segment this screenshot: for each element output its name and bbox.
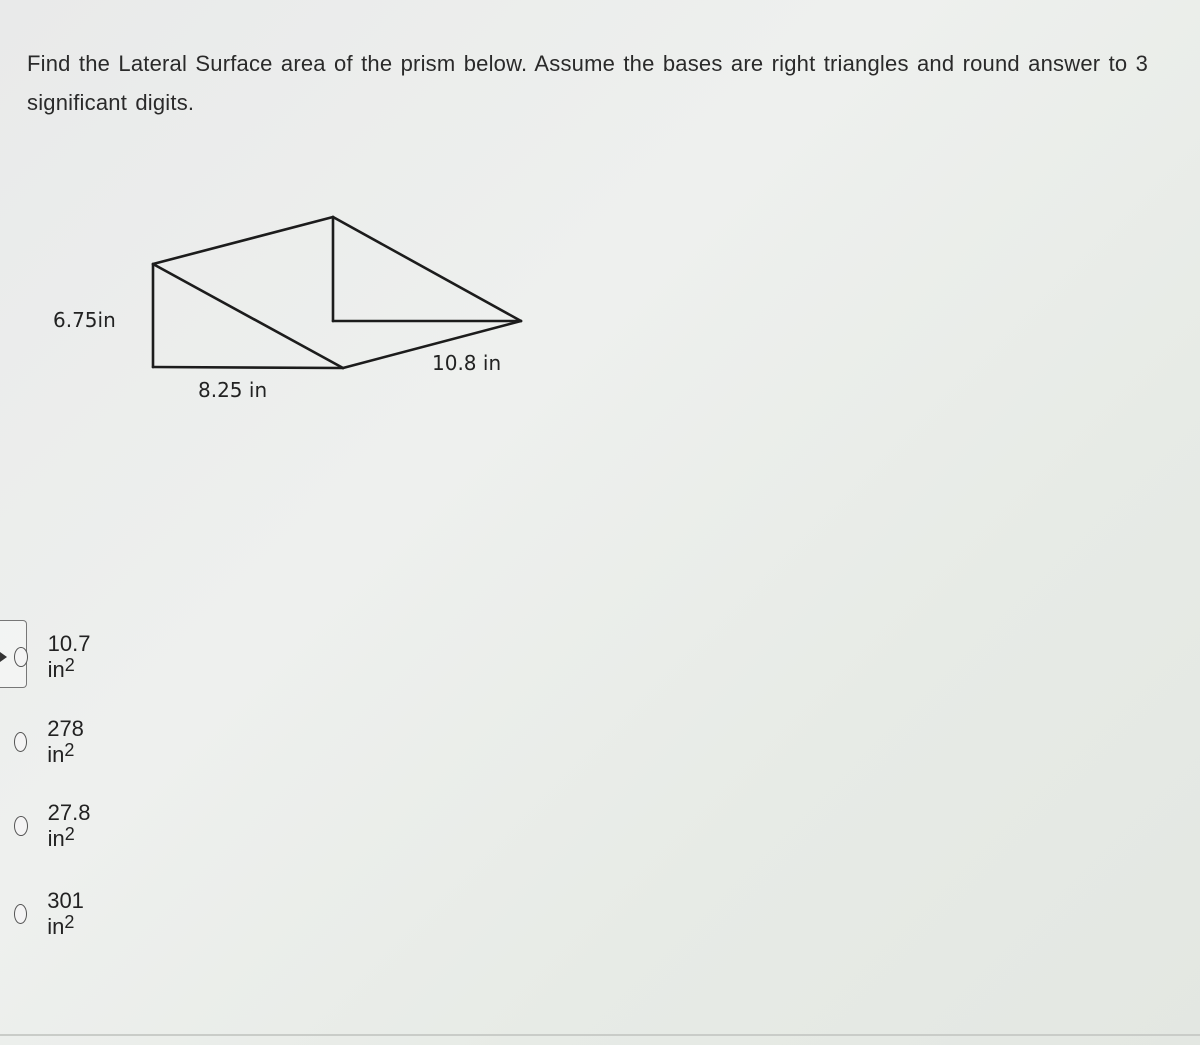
- choice-option-4[interactable]: [14, 888, 91, 939]
- height-label: 6.75in: [53, 308, 116, 332]
- question-text: Find the Lateral Surface area of the prism below. Assume the bases are right triangles and round answer to 3 significant digits.: [27, 51, 1149, 115]
- page-divider: [0, 1034, 1200, 1036]
- choice-label: 10.7 $in^2$: [47, 631, 91, 682]
- radio-button[interactable]: [14, 647, 28, 667]
- radio-button[interactable]: [14, 732, 27, 752]
- choice-label: 278 $in^2$: [47, 716, 84, 767]
- front-hypotenuse: [153, 264, 343, 368]
- pointer-arrow-icon: [0, 652, 7, 662]
- choice-label: 27.8 $in^2$: [47, 800, 91, 851]
- radio-button[interactable]: [14, 904, 27, 924]
- radio-button[interactable]: [14, 816, 28, 836]
- slant-label: 10.8 in: [432, 351, 502, 375]
- choice-option-2[interactable]: [14, 716, 91, 767]
- base-label: 8.25 in: [198, 378, 268, 402]
- front-edge-top: [153, 217, 333, 264]
- front-edge-bottom: [153, 367, 343, 368]
- choice-label: 301 $in^2$: [47, 888, 84, 939]
- choice-option-1[interactable]: [14, 631, 97, 682]
- back-hypotenuse: [333, 217, 521, 321]
- choice-option-3[interactable]: [14, 800, 97, 851]
